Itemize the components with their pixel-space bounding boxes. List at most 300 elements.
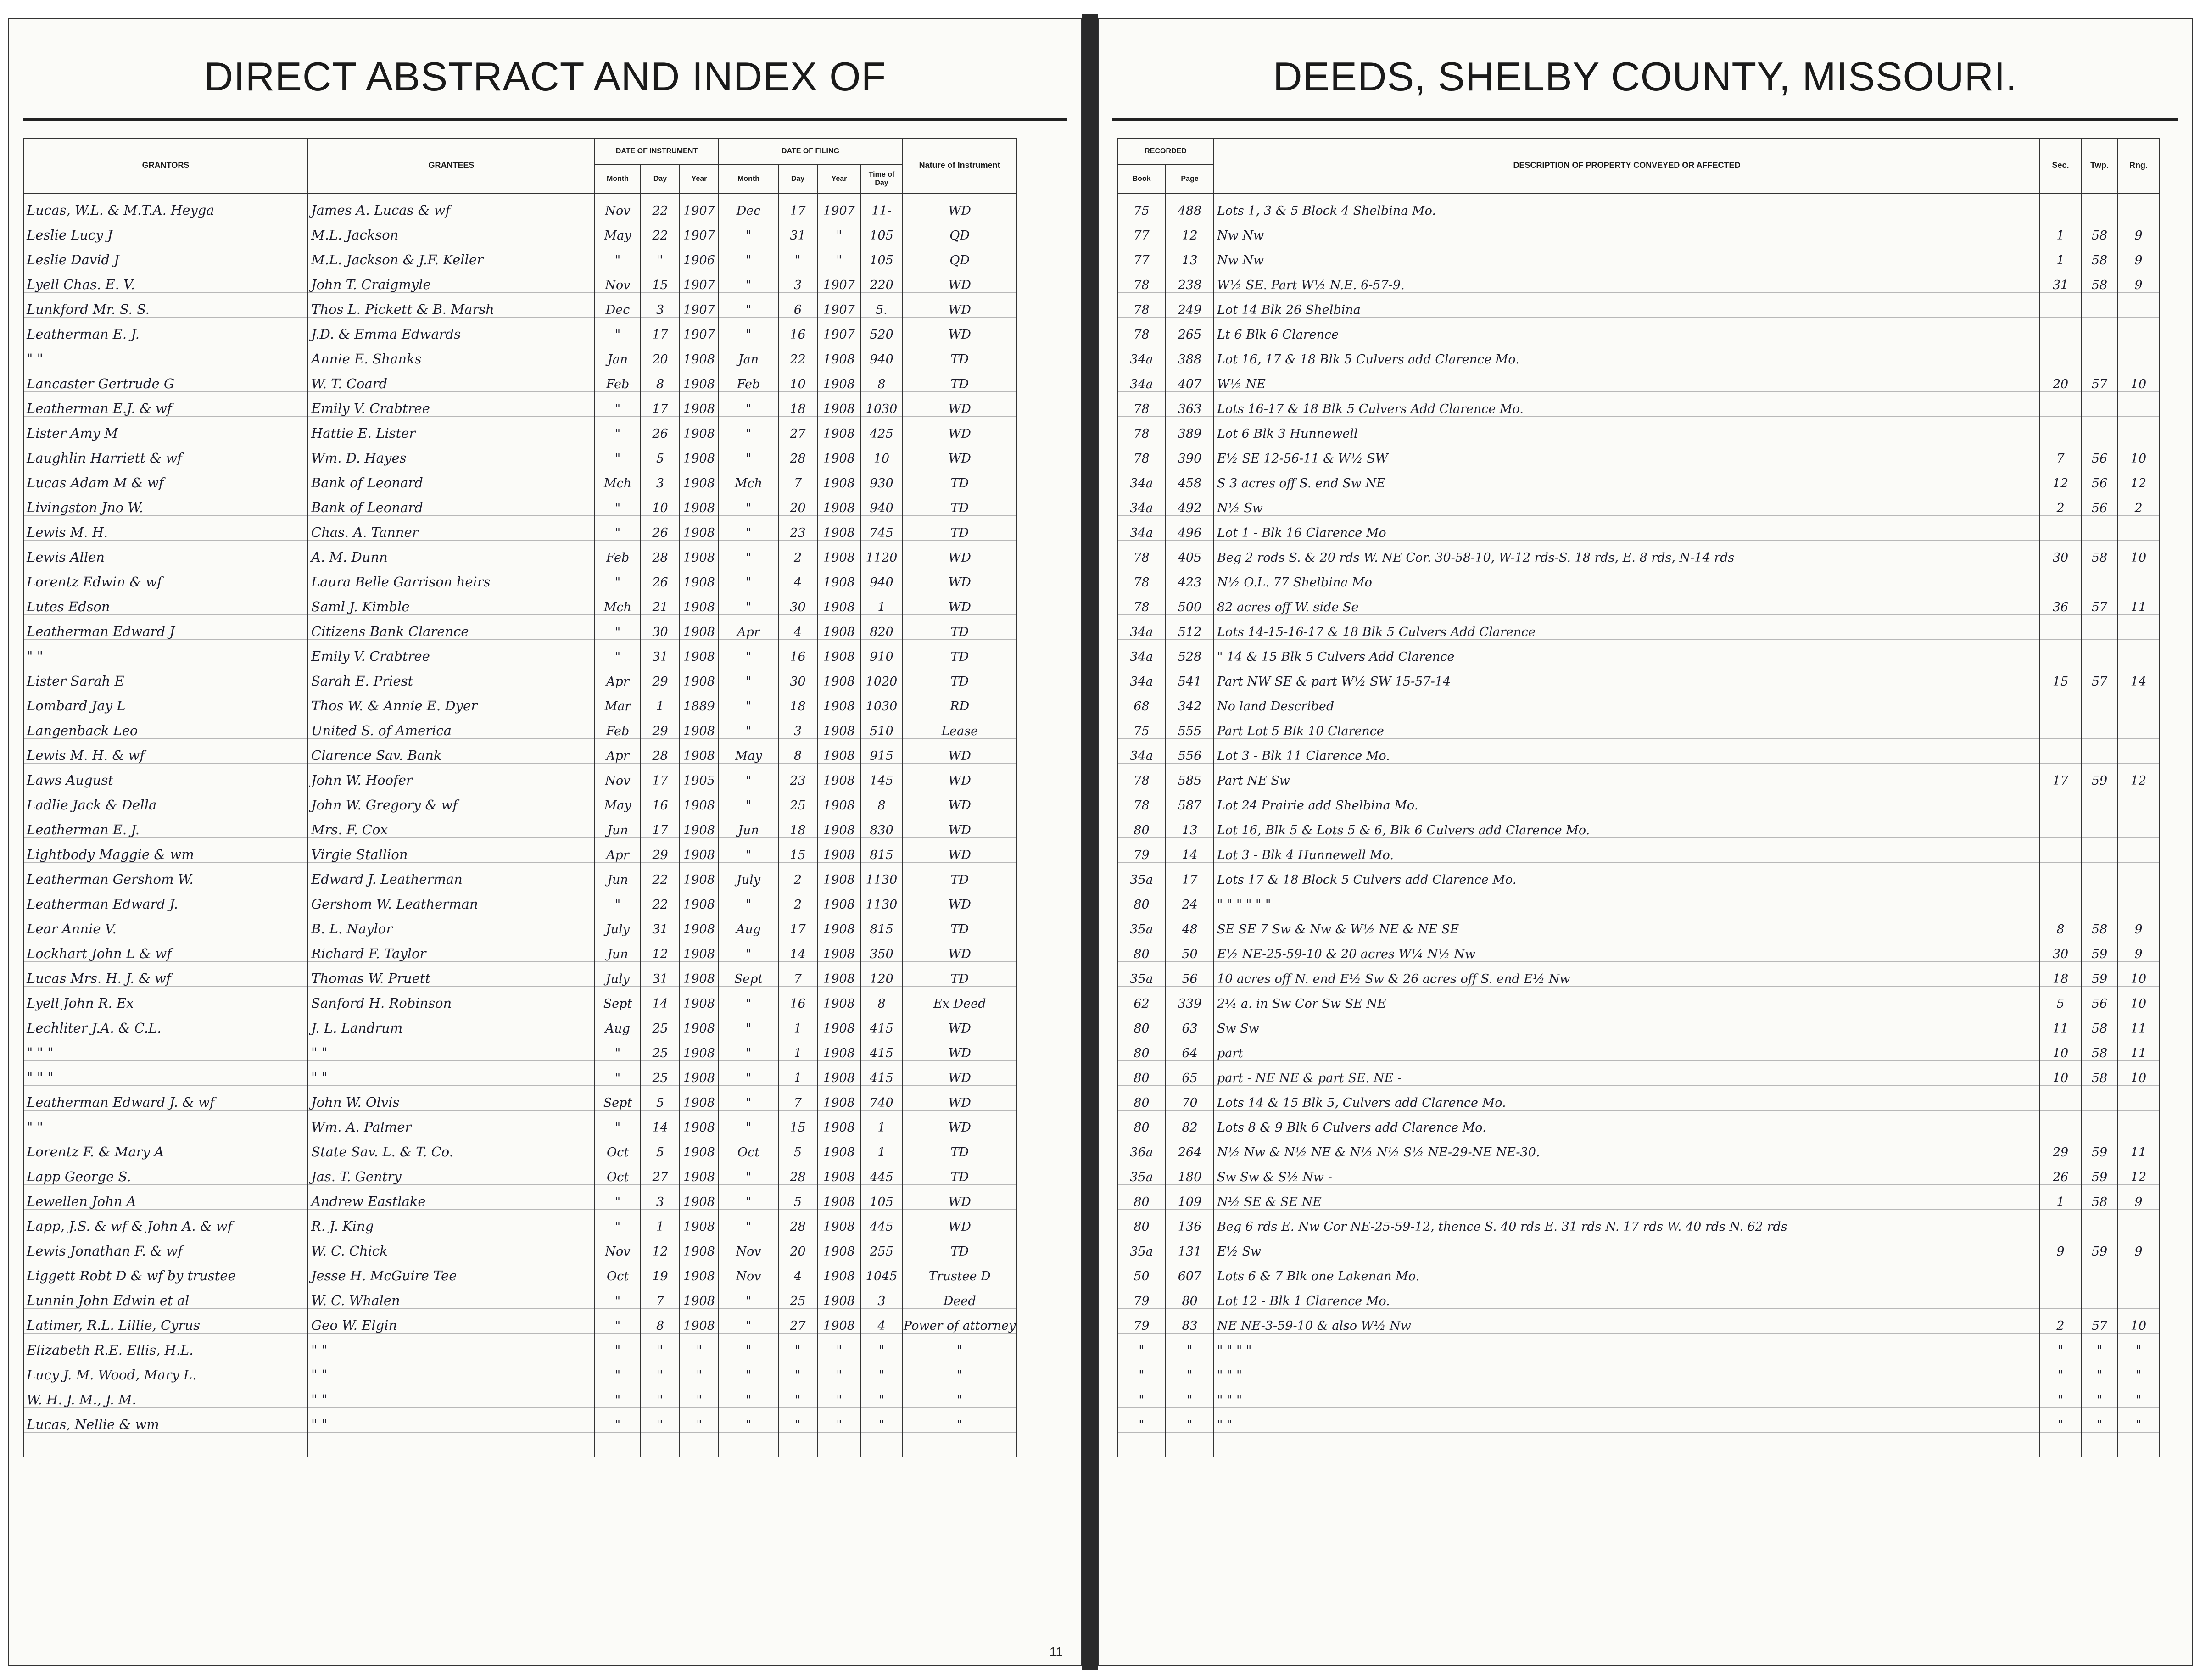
instrument-day-cell: 19 [641,1259,680,1284]
filing-day-cell: 30 [778,664,817,689]
twp-cell [2081,193,2118,218]
instrument-year-cell: " [680,1358,719,1383]
ledger-row [1117,689,2159,714]
rng-cell: 10 [2118,962,2159,987]
ledger-row [23,1061,1017,1086]
ledger-row [23,441,1017,466]
sec-cell [2040,714,2081,739]
filing-month-cell: " [719,318,778,342]
instrument-day-cell: 29 [641,714,680,739]
ledger-row [1117,590,2159,615]
filing-month-cell: Apr [719,615,778,640]
nature-of-instrument-cell: WD [902,1061,1017,1086]
twp-cell [2081,293,2118,318]
ledger-row [1117,1061,2159,1086]
book-cell: 36a [1117,1135,1166,1160]
grantor-cell: " " " [23,1036,308,1061]
instrument-day-cell: 31 [641,962,680,987]
filing-day-cell: 18 [778,813,817,838]
twp-cell [2081,714,2118,739]
filing-day-cell: 23 [778,516,817,541]
nature-of-instrument-cell: TD [902,863,1017,887]
page-cell: 423 [1166,565,1214,590]
time-of-day-cell: " [861,1334,902,1358]
filing-month-cell: Aug [719,912,778,937]
time-of-day-cell: 350 [861,937,902,962]
instrument-day-cell: 25 [641,1011,680,1036]
grantee-cell: Jas. T. Gentry [308,1160,595,1185]
page-cell: 50 [1166,937,1214,962]
nature-of-instrument-cell: " [902,1334,1017,1358]
filing-year-cell: 1908 [817,689,861,714]
filing-day-cell: 22 [778,342,817,367]
ledger-row [1117,1383,2159,1408]
filing-month-cell: " [719,1061,778,1086]
instrument-day-cell: 22 [641,863,680,887]
twp-cell: 59 [2081,764,2118,788]
instrument-month-cell: " [595,441,641,466]
ledger-row [23,962,1017,987]
filing-day-cell: 28 [778,441,817,466]
description-cell: Lots 17 & 18 Block 5 Culvers add Clarence Mo. [1214,863,2040,887]
book-cell: 78 [1117,565,1166,590]
filing-year-cell: 1908 [817,1234,861,1259]
filing-year-cell: 1908 [817,491,861,516]
rng-cell: 10 [2118,1309,2159,1334]
rng-cell: 9 [2118,937,2159,962]
page-cell: 17 [1166,863,1214,887]
twp-cell: 57 [2081,590,2118,615]
twp-cell: 59 [2081,1234,2118,1259]
nature-of-instrument-cell: WD [902,1036,1017,1061]
ledger-row [23,788,1017,813]
rng-cell [2118,689,2159,714]
filing-month-cell: " [719,491,778,516]
time-of-day-cell: 11- [861,193,902,218]
book-cell: " [1117,1358,1166,1383]
page-cell: 363 [1166,392,1214,417]
rng-cell: 12 [2118,1160,2159,1185]
instrument-day-cell: 1 [641,1210,680,1234]
instrument-month-cell: Apr [595,664,641,689]
sec-cell [2040,342,2081,367]
instrument-day-cell: 27 [641,1160,680,1185]
time-of-day-cell: 445 [861,1210,902,1234]
twp-cell [2081,392,2118,417]
sec-cell [2040,689,2081,714]
grantee-cell [308,1433,595,1457]
rng-cell [2118,1284,2159,1309]
grantee-cell: United S. of America [308,714,595,739]
grantor-cell: Lockhart John L & wf [23,937,308,962]
filing-day-cell: 17 [778,193,817,218]
grantor-cell: Lucas, Nellie & wm [23,1408,308,1433]
instrument-day-cell: 5 [641,1135,680,1160]
filing-month-cell: Nov [719,1259,778,1284]
filing-month-cell: May [719,739,778,764]
filing-month-cell: July [719,863,778,887]
time-of-day-cell: " [861,1408,902,1433]
filing-year-cell: 1908 [817,640,861,664]
rng-cell [2118,863,2159,887]
instrument-year-cell: 1908 [680,466,719,491]
twp-cell: 59 [2081,962,2118,987]
rng-cell: 9 [2118,218,2159,243]
book-cell: 78 [1117,590,1166,615]
twp-cell [2081,838,2118,863]
instrument-year-cell: 1908 [680,962,719,987]
twp-cell: 58 [2081,1061,2118,1086]
instrument-year-cell: 1908 [680,640,719,664]
filing-year-cell: 1908 [817,1160,861,1185]
nature-of-instrument-cell: TD [902,664,1017,689]
time-of-day-cell: 940 [861,342,902,367]
filing-day-cell: 15 [778,1111,817,1135]
filing-month-cell: " [719,714,778,739]
book-cell: 79 [1117,1284,1166,1309]
instrument-month-cell: " [595,491,641,516]
page-header: Page [1166,165,1214,193]
book-cell: 78 [1117,293,1166,318]
filing-month-cell [719,1433,778,1457]
time-of-day-cell: 1 [861,1135,902,1160]
instrument-day-header: Day [641,165,680,193]
twp-cell: " [2081,1383,2118,1408]
instrument-year-cell: 1907 [680,218,719,243]
instrument-month-cell: Feb [595,714,641,739]
sec-cell [2040,1111,2081,1135]
grantor-cell: Lapp George S. [23,1160,308,1185]
instrument-day-cell [641,1433,680,1457]
instrument-year-cell: 1907 [680,318,719,342]
instrument-year-cell: " [680,1408,719,1433]
page-cell: 63 [1166,1011,1214,1036]
instrument-month-cell: Jun [595,863,641,887]
instrument-month-cell: Oct [595,1135,641,1160]
date-of-instrument-header: DATE OF INSTRUMENT [595,138,719,165]
filing-year-cell: 1908 [817,764,861,788]
grantor-cell: Lyell Chas. E. V. [23,268,308,293]
time-of-day-cell: 3 [861,1284,902,1309]
filing-day-cell: 28 [778,1160,817,1185]
ledger-row [1117,342,2159,367]
book-cell: 78 [1117,788,1166,813]
twp-cell: 58 [2081,218,2118,243]
book-cell: 68 [1117,689,1166,714]
instrument-month-cell: Nov [595,193,641,218]
ledger-row [23,516,1017,541]
nature-of-instrument-cell: TD [902,640,1017,664]
nature-of-instrument-cell: Power of attorney [902,1309,1017,1334]
twp-cell [2081,1086,2118,1111]
twp-cell: 56 [2081,441,2118,466]
grantee-cell: Saml J. Kimble [308,590,595,615]
grantor-cell: Lewellen John A [23,1185,308,1210]
description-cell: E½ NE-25-59-10 & 20 acres W¼ N½ Nw [1214,937,2040,962]
filing-year-cell: 1908 [817,987,861,1011]
rng-cell [2118,1086,2159,1111]
instrument-month-cell: " [595,615,641,640]
page-number: 11 [1049,1645,1063,1659]
filing-day-cell: " [778,1358,817,1383]
description-cell: part - NE NE & part SE. NE - [1214,1061,2040,1086]
instrument-month-cell: Mar [595,689,641,714]
instrument-month-cell: " [595,318,641,342]
description-cell: N½ Sw [1214,491,2040,516]
instrument-month-cell: Mch [595,590,641,615]
filing-month-cell: Jun [719,813,778,838]
grantee-cell: Sanford H. Robinson [308,987,595,1011]
description-cell: Part NE Sw [1214,764,2040,788]
filing-day-cell: 3 [778,268,817,293]
instrument-year-cell: 1908 [680,739,719,764]
nature-of-instrument-cell: WD [902,193,1017,218]
instrument-year-cell: 1908 [680,367,719,392]
sec-cell [2040,565,2081,590]
description-cell: Lots 14 & 15 Blk 5, Culvers add Clarence Mo. [1214,1086,2040,1111]
twp-cell [2081,516,2118,541]
description-cell: N½ SE & SE NE [1214,1185,2040,1210]
sec-cell [2040,1210,2081,1234]
rng-cell: " [2118,1358,2159,1383]
instrument-day-cell: 17 [641,318,680,342]
filing-month-cell: " [719,887,778,912]
filing-day-cell: 4 [778,1259,817,1284]
instrument-day-cell: 5 [641,1086,680,1111]
ledger-row [1117,541,2159,565]
filing-day-cell: 5 [778,1185,817,1210]
instrument-day-cell: 14 [641,1111,680,1135]
grantee-cell: Hattie E. Lister [308,417,595,441]
grantor-cell: Lombard Jay L [23,689,308,714]
grantee-cell: Laura Belle Garrison heirs [308,565,595,590]
filing-month-cell: " [719,417,778,441]
description-cell: " " " " [1214,1334,2040,1358]
rng-cell [2118,640,2159,664]
filing-month-cell: " [719,1185,778,1210]
sec-cell [2040,1433,2081,1457]
time-of-day-cell: 1045 [861,1259,902,1284]
instrument-day-cell: " [641,1358,680,1383]
time-of-day-cell: 1 [861,1111,902,1135]
rng-cell: 2 [2118,491,2159,516]
description-cell: Lot 16, 17 & 18 Blk 5 Culvers add Clarence Mo. [1214,342,2040,367]
instrument-day-cell: 21 [641,590,680,615]
description-cell: Lots 14-15-16-17 & 18 Blk 5 Culvers Add Clarence [1214,615,2040,640]
ledger-row [1117,863,2159,887]
grantor-cell: Leatherman Gershom W. [23,863,308,887]
filing-year-cell: 1908 [817,962,861,987]
page-cell: 13 [1166,813,1214,838]
ledger-row [23,565,1017,590]
grantee-cell: " " [308,1383,595,1408]
rng-cell: 9 [2118,243,2159,268]
description-cell: Part Lot 5 Blk 10 Clarence [1214,714,2040,739]
time-of-day-cell: 510 [861,714,902,739]
instrument-month-cell: Sept [595,987,641,1011]
instrument-year-cell: 1907 [680,293,719,318]
grantor-cell: Leatherman Edward J. [23,887,308,912]
filing-month-cell: " [719,293,778,318]
grantee-cell: Emily V. Crabtree [308,392,595,417]
grantor-cell: Lear Annie V. [23,912,308,937]
twp-cell: 56 [2081,987,2118,1011]
ledger-row [23,1210,1017,1234]
grantee-cell: J. L. Landrum [308,1011,595,1036]
instrument-year-cell: 1908 [680,541,719,565]
ledger-row [1117,565,2159,590]
grantee-cell: John W. Gregory & wf [308,788,595,813]
ledger-row [23,590,1017,615]
ledger-row [23,342,1017,367]
sec-cell [2040,1259,2081,1284]
instrument-year-cell: 1908 [680,1111,719,1135]
time-of-day-cell: 1130 [861,863,902,887]
description-cell: Nw Nw [1214,218,2040,243]
grantor-cell: Lewis Jonathan F. & wf [23,1234,308,1259]
book-cell: 77 [1117,218,1166,243]
book-cell: 35a [1117,912,1166,937]
instrument-day-cell: " [641,1334,680,1358]
rng-cell: 12 [2118,466,2159,491]
grantor-cell: " " [23,640,308,664]
filing-day-cell [778,1433,817,1457]
page-cell: 512 [1166,615,1214,640]
filing-day-cell: 16 [778,640,817,664]
time-of-day-cell: 740 [861,1086,902,1111]
instrument-day-cell: 7 [641,1284,680,1309]
time-of-day-cell [861,1433,902,1457]
ledger-row [23,1086,1017,1111]
filing-day-cell: 14 [778,937,817,962]
book-cell: 35a [1117,1160,1166,1185]
page-cell: 131 [1166,1234,1214,1259]
nature-of-instrument-cell: WD [902,887,1017,912]
twp-cell: 56 [2081,466,2118,491]
description-cell: " " " [1214,1383,2040,1408]
sec-cell [2040,293,2081,318]
instrument-month-cell: " [595,887,641,912]
page-cell: 342 [1166,689,1214,714]
grantee-cell: Chas. A. Tanner [308,516,595,541]
filing-day-cell: 4 [778,615,817,640]
time-of-day-cell: 415 [861,1011,902,1036]
book-cell: 35a [1117,863,1166,887]
sec-cell: 30 [2040,937,2081,962]
twp-cell: 57 [2081,664,2118,689]
instrument-month-cell: Oct [595,1160,641,1185]
filing-month-cell: Jan [719,342,778,367]
time-of-day-cell: 910 [861,640,902,664]
description-cell: Part NW SE & part W½ SW 15-57-14 [1214,664,2040,689]
page-cell: 48 [1166,912,1214,937]
grantor-cell: W. H. J. M., J. M. [23,1383,308,1408]
filing-day-cell: 17 [778,912,817,937]
instrument-day-cell: 3 [641,1185,680,1210]
instrument-day-cell: 29 [641,664,680,689]
filing-year-cell: 1908 [817,739,861,764]
filing-year-cell: 1908 [817,1111,861,1135]
filing-year-cell: 1908 [817,1086,861,1111]
grantor-cell: Lister Amy M [23,417,308,441]
page-cell: 496 [1166,516,1214,541]
filing-day-cell: 27 [778,417,817,441]
filing-month-cell: Mch [719,466,778,491]
filing-year-cell: 1908 [817,615,861,640]
grantor-cell: " " [23,1111,308,1135]
grantee-cell: W. C. Chick [308,1234,595,1259]
grantee-cell: M.L. Jackson & J.F. Keller [308,243,595,268]
book-cell: 80 [1117,1086,1166,1111]
ledger-row [1117,1111,2159,1135]
twp-cell [2081,615,2118,640]
grantee-cell: Annie E. Shanks [308,342,595,367]
book-cell: 80 [1117,1061,1166,1086]
instrument-month-cell: Jun [595,937,641,962]
filing-year-cell: 1908 [817,1259,861,1284]
filing-day-cell: 25 [778,1284,817,1309]
ledger-row [1117,1036,2159,1061]
book-cell: 34a [1117,739,1166,764]
page-cell: " [1166,1408,1214,1433]
instrument-month-cell: " [595,417,641,441]
rng-cell [2118,714,2159,739]
instrument-day-cell: " [641,1383,680,1408]
twp-cell: 58 [2081,268,2118,293]
instrument-month-cell: Jun [595,813,641,838]
nature-of-instrument-cell: TD [902,491,1017,516]
sec-cell [2040,392,2081,417]
grantor-cell: Lapp, J.S. & wf & John A. & wf [23,1210,308,1234]
time-of-day-cell: 10 [861,441,902,466]
grantor-cell: Laws August [23,764,308,788]
filing-day-cell: " [778,243,817,268]
rng-cell [2118,342,2159,367]
filing-year-cell: 1908 [817,1011,861,1036]
ledger-row [23,739,1017,764]
instrument-day-cell: 29 [641,838,680,863]
filing-year-cell: " [817,1383,861,1408]
nature-of-instrument-cell: WD [902,739,1017,764]
rng-cell: 10 [2118,1061,2159,1086]
instrument-month-cell: " [595,1309,641,1334]
ledger-row [23,714,1017,739]
grantee-cell: Emily V. Crabtree [308,640,595,664]
grantor-cell: Langenback Leo [23,714,308,739]
ledger-row [1117,838,2159,863]
ledger-row [23,1135,1017,1160]
book-cell: 80 [1117,1036,1166,1061]
time-of-day-cell: 425 [861,417,902,441]
twp-cell [2081,1210,2118,1234]
filing-year-cell: 1908 [817,1036,861,1061]
description-cell: 82 acres off W. side Se [1214,590,2040,615]
nature-of-instrument-cell: TD [902,1160,1017,1185]
description-cell: W½ SE. Part W½ N.E. 6-57-9. [1214,268,2040,293]
page-cell: 14 [1166,838,1214,863]
book-cell: 34a [1117,491,1166,516]
description-cell: No land Described [1214,689,2040,714]
book-cell: 35a [1117,962,1166,987]
time-of-day-cell: 1 [861,590,902,615]
nature-of-instrument-cell: TD [902,962,1017,987]
time-of-day-cell: 8 [861,987,902,1011]
book-cell: 78 [1117,392,1166,417]
nature-of-instrument-cell: WD [902,813,1017,838]
ledger-row [1117,987,2159,1011]
twp-cell [2081,813,2118,838]
ledger-row [1117,615,2159,640]
